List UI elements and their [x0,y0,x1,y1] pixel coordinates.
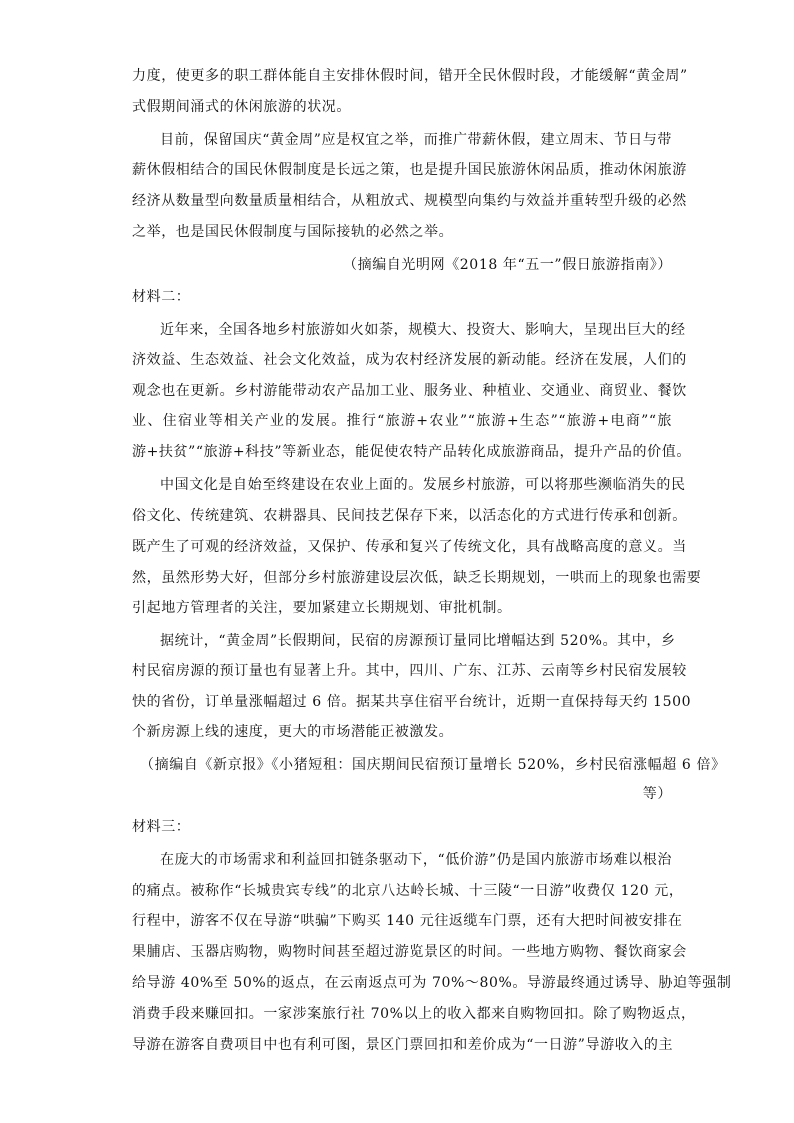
text-line: 薪休假相结合的国民休假制度是长远之策，也是提升国民旅游休闲品质，推动休闲旅游 [132,162,687,178]
section-heading: 材料二： [132,289,191,305]
text-line: 济效益、生态效益、社会文化效益，成为农村经济发展的新动能。经济在发展，人们的 [132,352,687,368]
text-line: 快的省份，订单量涨幅超过 6 倍。据某共享住宿平台统计，近期一直保持每天约 1500 [132,694,692,710]
text-line: 引起地方管理者的关注，要加紧建立长期规划、审批机制。 [132,600,512,616]
text-line: 业、住宿业等相关产业的发展。推行“旅游+农业”“旅游+生态”“旅游+电商”“旅 [132,413,672,429]
section-heading: 材料三： [132,819,191,835]
text-line: 既产生了可观的经济效益，又保护、传承和复兴了传统文化，具有战略高度的意义。当 [132,539,687,555]
text-line: 之举，也是国民休假制度与国际接轨的必然之举。 [132,224,454,240]
text-line: 然，虽然形势大好，但部分乡村旅游建设层次低，缺乏长期规划，一哄而上的现象也需要 [132,570,702,586]
text-line: 的痛点。被称作“长城贵宾专线”的北京八达岭长城、十三陵“一日游”收费仅 120 元， [132,883,684,899]
text-line: 村民宿房源的预订量也有显著上升。其中，四川、广东、江苏、云南等乡村民宿发展较 [132,663,687,679]
text-line: 经济从数量型向数量质量相结合，从粗放式、规模型向集约与效益并重转型升级的必然 [132,193,687,209]
source-citation: （摘编自《新京报》《小猪短租：国庆期间民宿预订量增长 520%，乡村民宿涨幅超 6 倍》 [140,757,726,773]
text-line: 导游在游客自费项目中也有利可图，景区门票回扣和差价成为“一日游”导游收入的主 [132,1037,674,1053]
text-line: 给导游 40%至 50%的返点，在云南返点可为 70%～80%。导游最终通过诱导、胁迫等强制 [132,975,732,991]
source-citation-continued: 等） [642,786,672,802]
source-citation: （摘编自光明网《2018 年“五一”假日旅游指南》） [343,257,672,273]
text-line: 目前，保留国庆“黄金周”应是权宜之举，而推广带薪休假，建立周末、节日与带 [160,132,672,148]
text-line: 个新房源上线的速度，更大的市场潜能正被激发。 [132,724,454,740]
text-line: 消费手段来赚回扣。一家涉案旅行社 70%以上的收入都来自购物回扣。除了购物返点， [132,1006,696,1022]
text-line: 近年来，全国各地乡村旅游如火如荼，规模大、投资大、影响大，呈现出巨大的经 [160,322,686,338]
text-line: 中国文化是自始至终建设在农业上面的。发展乡村旅游，可以将那些濒临消失的民 [160,477,686,493]
text-line: 力度，使更多的职工群体能自主安排休假时间，错开全民休假时段，才能缓解“黄金周” [132,68,688,84]
text-line: 游+扶贫”“旅游+科技”等新业态，能促使农特产品转化成旅游商品，提升产品的价值。 [132,444,691,460]
text-line: 据统计，“黄金周”长假期间，民宿的房源预订量同比增幅达到 520%。其中，乡 [160,633,676,649]
text-line: 果脯店、玉器店购物，购物时间甚至超过游览景区的时间。一些地方购物、餐饮商家会 [132,944,687,960]
text-line: 观念也在更新。乡村游能带动农产品加工业、服务业、种植业、交通业、商贸业、餐饮 [132,383,687,399]
text-line: 在庞大的市场需求和利益回扣链条驱动下，“低价游”仍是国内旅游市场难以根治 [160,852,672,868]
text-line: 式假期间涌式的休闲旅游的状况。 [132,99,351,115]
text-line: 行程中，游客不仅在导游“哄骗”下购买 140 元往返缆车门票，还有大把时间被安排在 [132,913,683,929]
text-line: 俗文化、传统建筑、农耕器具、民间技艺保存下来，以活态化的方式进行传承和创新。 [132,508,687,524]
